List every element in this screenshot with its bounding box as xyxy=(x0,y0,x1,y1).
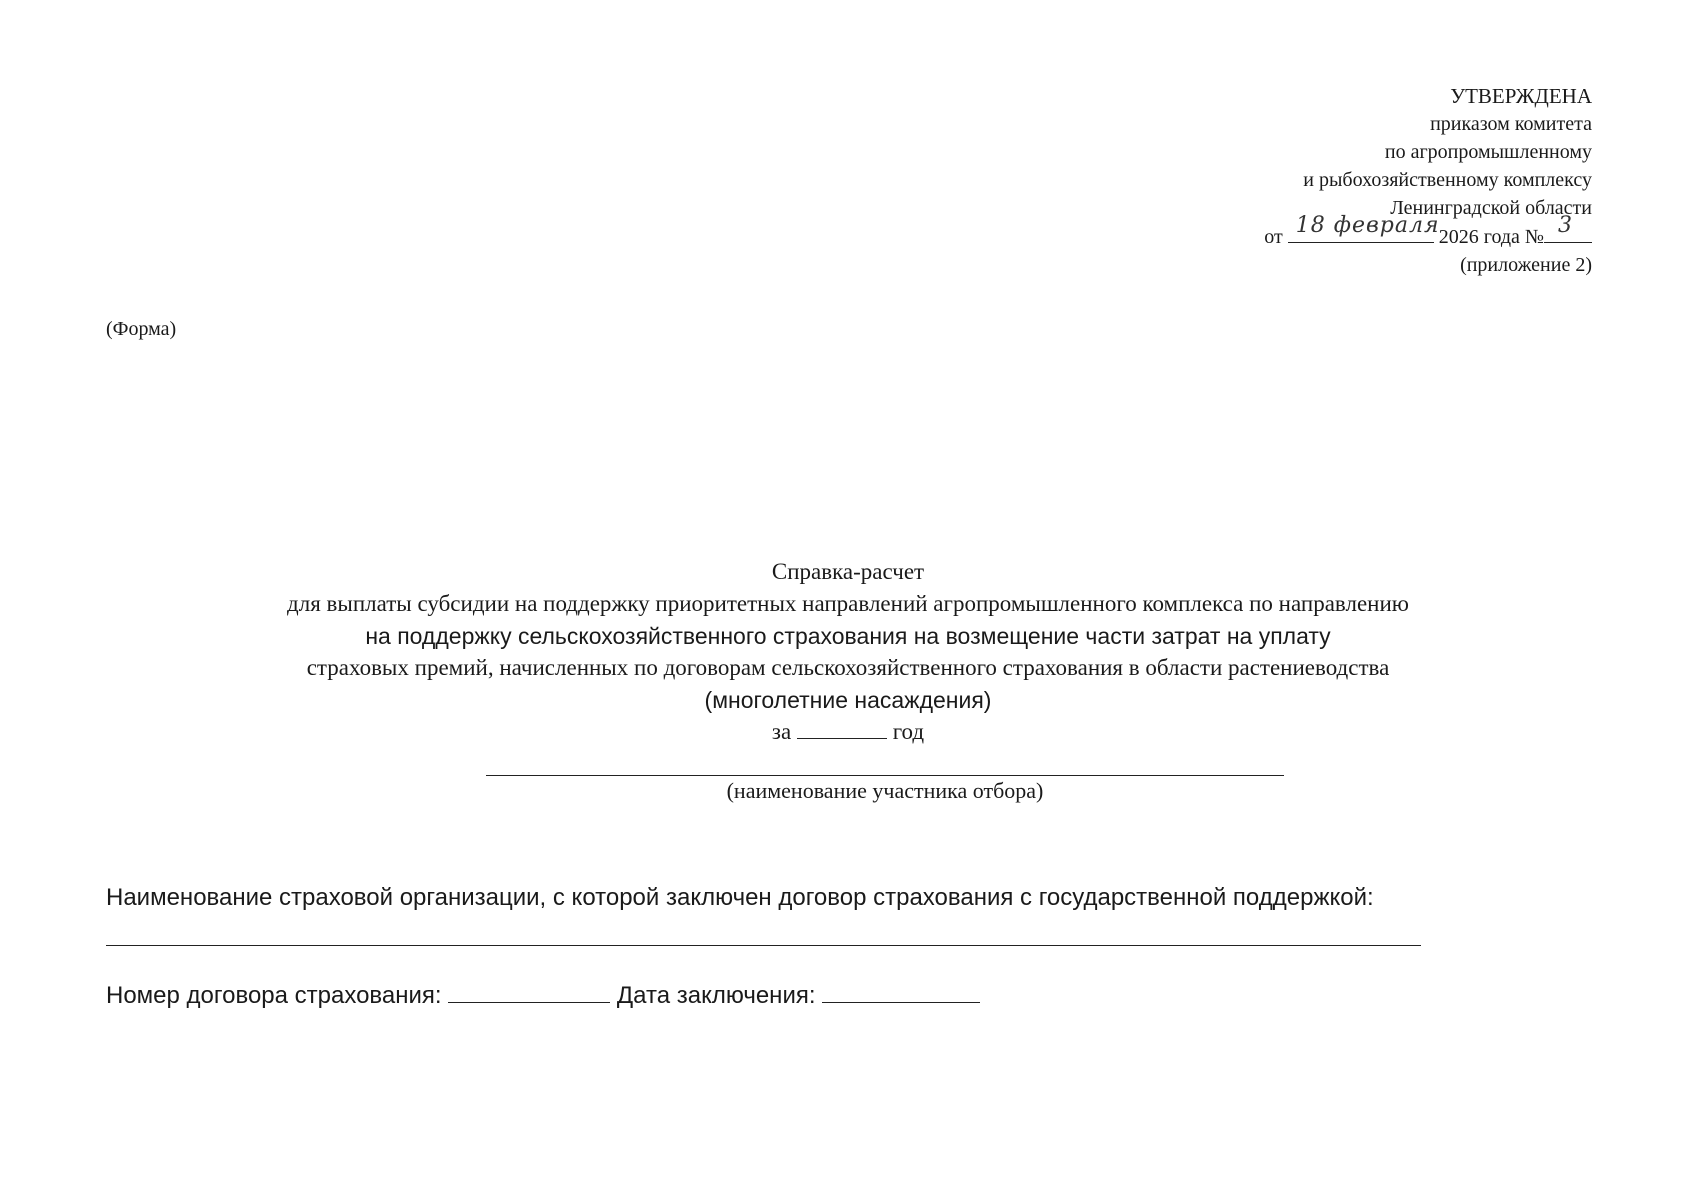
approval-date-line xyxy=(1072,213,1592,251)
title-line-3: страховых премий, начисленных по договорам сельскохозяйственного страхования в области растениеводства xyxy=(306,655,1390,680)
approval-line-4: Ленинградской области xyxy=(1390,197,1592,219)
year-field xyxy=(797,718,887,739)
insurer-name-line xyxy=(106,945,1421,946)
approval-stamp-block xyxy=(1072,82,1592,279)
title-line-2: на поддержку сельскохозяйственного страхования на возмещение части затрат на уплату xyxy=(365,623,1331,649)
approval-title: УТВЕРЖДЕНА xyxy=(1450,84,1592,108)
title-line-1: для выплаты субсидии на поддержку приоритетных направлений агропромышленного комплекса по направлению xyxy=(287,591,1409,616)
handwritten-number: 3 xyxy=(1558,213,1573,238)
date-field xyxy=(1288,213,1440,243)
participant-name-line xyxy=(486,775,1284,776)
document-heading: Справка-расчет xyxy=(771,559,925,584)
year-line xyxy=(100,716,1596,748)
number-field xyxy=(1544,213,1592,243)
insurer-label: Наименование страховой организации, с которой заключен договор страхования с государственной поддержкой: xyxy=(106,884,1374,911)
participant-caption: (наименование участника отбора) xyxy=(726,778,1044,803)
year-text: 2026 года № xyxy=(1438,226,1544,248)
approval-line-2: по агропромышленному xyxy=(1384,141,1592,163)
contract-number-field xyxy=(448,980,610,1003)
contract-number-label: Номер договора страхования: xyxy=(106,982,442,1009)
title-line-4: (многолетние насаждения) xyxy=(704,687,992,713)
document-title-block xyxy=(100,556,1596,748)
contract-line xyxy=(106,980,980,1010)
handwritten-date: 18 февраля xyxy=(1295,213,1440,238)
approval-line-3: и рыбохозяйственному комплексу xyxy=(1303,169,1592,191)
contract-date-label: Дата заключения: xyxy=(616,982,816,1009)
date-prefix: от xyxy=(1264,226,1283,248)
form-label: (Форма) xyxy=(106,318,177,340)
approval-line-1: приказом комитета xyxy=(1430,113,1592,135)
approval-appendix: (приложение 2) xyxy=(1460,254,1592,276)
year-prefix: за xyxy=(771,719,792,744)
year-suffix: год xyxy=(892,719,925,744)
contract-date-field xyxy=(822,980,980,1003)
